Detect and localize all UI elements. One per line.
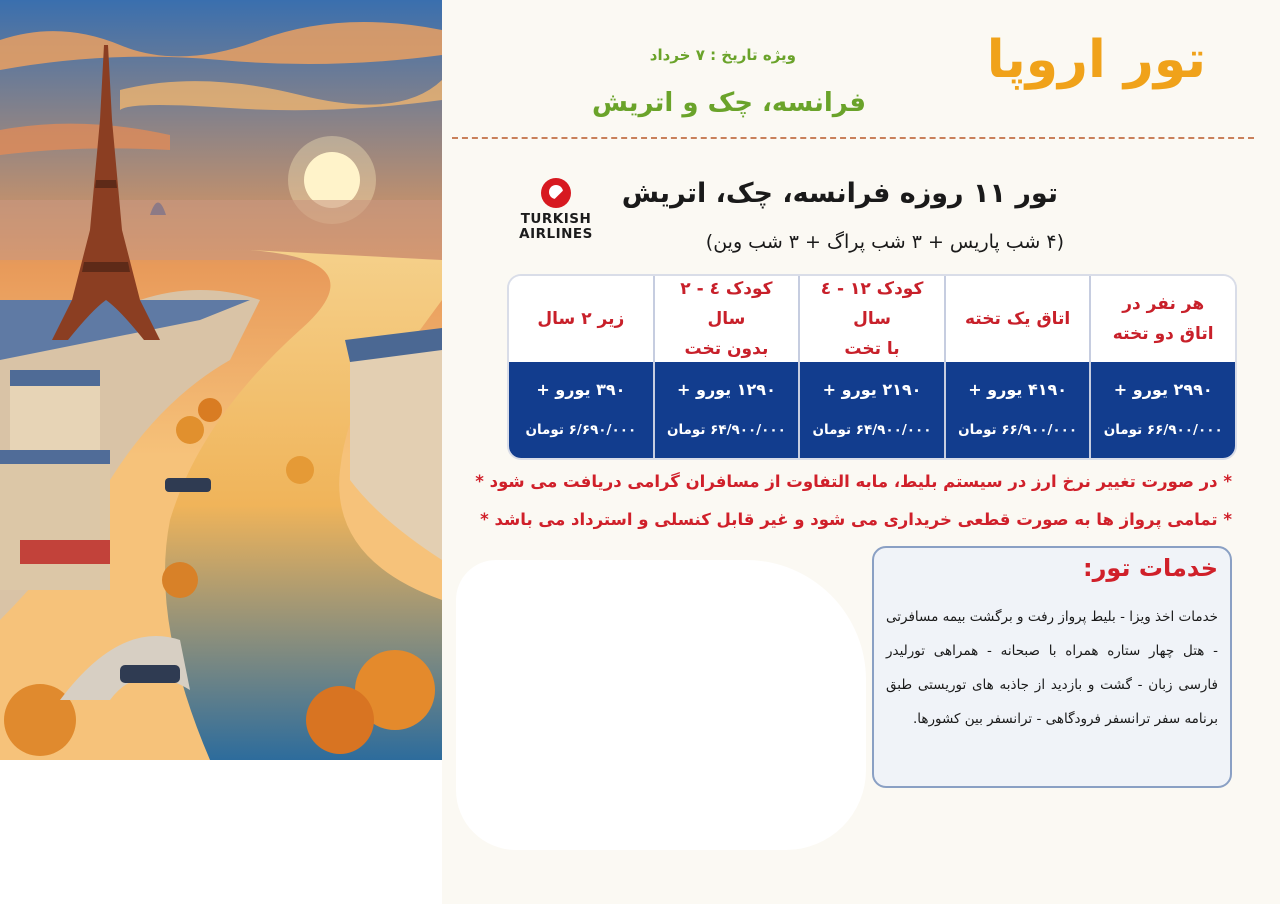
price-column-single [944,276,1090,458]
price-column-child-with-bed [798,276,944,458]
price-column-child-no-bed [653,276,799,458]
price-euro: ۳۹۰ یورو + [536,380,626,399]
tour-title: تور ۱۱ روزه فرانسه، چک، اتریش [621,178,1058,209]
price-cell [946,362,1090,458]
tour-itinerary: (۴ شب پاریس + ۳ شب پراگ + ۳ شب وین) [705,231,1064,253]
services-title: خدمات تور: [1083,554,1218,582]
price-euro: ۱۲۹۰ یورو + [677,380,776,399]
price-toman: ۶۶/۹۰۰/۰۰۰ تومان [1103,422,1223,438]
price-euro: ۲۱۹۰ یورو + [822,380,922,399]
column-header: کودک ٤ - ۲ سال بدون تخت [655,276,799,362]
price-toman: ۶/۶۹۰/۰۰۰ تومان [525,422,637,438]
date-line: ویژه تاریخ : ۷ خرداد [649,46,796,64]
turkish-airlines-icon [541,178,571,208]
price-cell [1091,362,1235,458]
page-title: تور اروپا [986,30,1206,90]
price-cell [655,362,799,458]
price-table [509,276,1235,458]
paris-illustration [0,0,442,760]
exchange-rate-note: * در صورت تغییر نرخ ارز در سیستم بلیط، مابه التفاوت از مسافران گرامی دریافت می شود * [475,472,1232,491]
airline-name-line1: TURKISH [520,211,592,227]
price-column-double [1089,276,1235,458]
countries-subtitle: فرانسه، چک و اتریش [591,88,866,118]
airline-name-line2: AIRLINES [519,226,593,242]
dashed-divider [452,137,1254,139]
price-toman: ۶۶/۹۰۰/۰۰۰ تومان [958,422,1078,438]
blank-area [0,760,442,904]
price-column-infant [509,276,653,458]
price-euro: ۴۱۹۰ یورو + [968,380,1068,399]
price-toman: ۶۴/۹۰۰/۰۰۰ تومان [812,422,932,438]
column-header: اتاق یک تخته [946,276,1090,362]
price-toman: ۶۴/۹۰۰/۰۰۰ تومان [666,422,786,438]
column-header: هر نفر در اتاق دو تخته [1091,276,1235,362]
non-refundable-note: * تمامی پرواز ها به صورت قطعی خریداری می شود و غیر قابل کنسلی و استرداد می باشد * [480,510,1232,529]
services-body: خدمات اخذ ویزا - بلیط پرواز رفت و برگشت بیمه مسافرتی - هتل چهار ستاره همراه با صبحانه - همراهی تورلیدر فارسی زبان - گشت و بازدید از جاذبه های توریستی طبق برنامه سفر ترانسفر فرودگاهی - ترانسفر بین کشورها. [886,609,1218,727]
blank-blob [456,560,866,850]
tour-services-box [872,546,1232,788]
airline-logo [516,178,596,242]
price-cell [800,362,944,458]
price-cell [509,362,653,458]
column-header: زیر ۲ سال [509,276,653,362]
column-header: کودک ۱۲ - ٤ سال با تخت [800,276,944,362]
price-euro: ۲۹۹۰ یورو + [1113,380,1213,399]
